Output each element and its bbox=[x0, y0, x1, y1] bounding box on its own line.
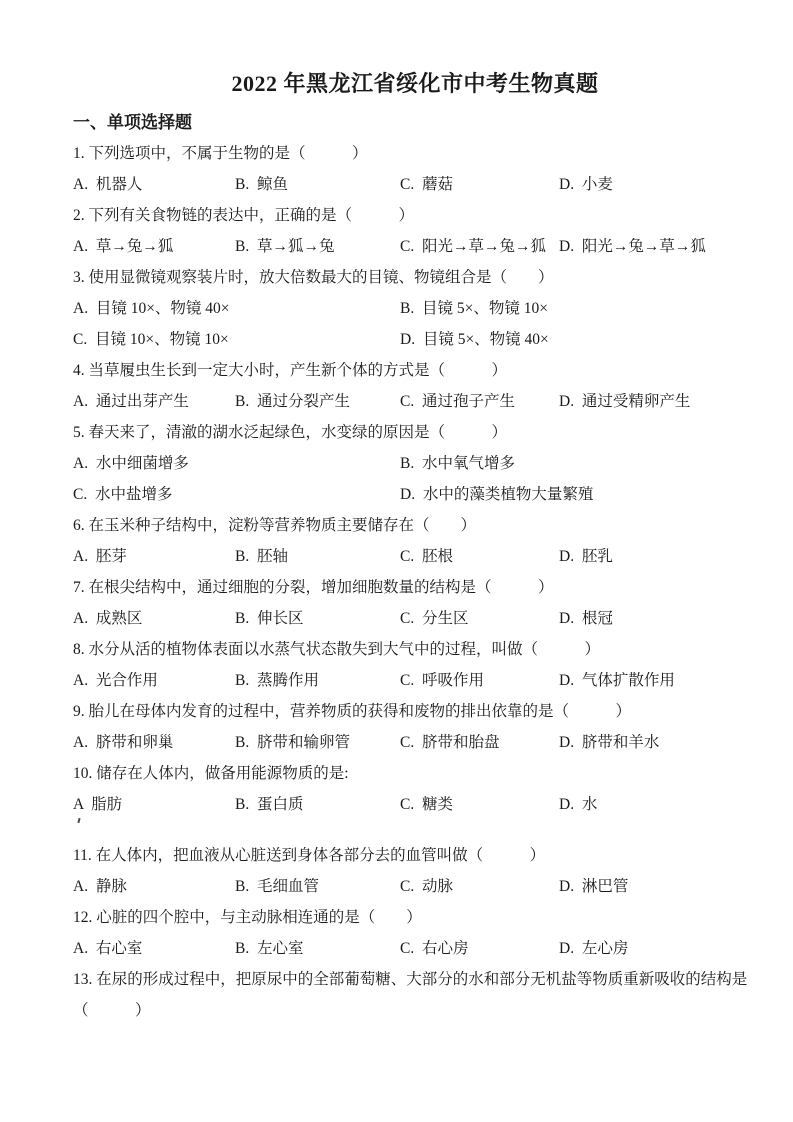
option-d: D. 小麦 bbox=[559, 176, 613, 193]
section-heading: 一、单项选择题 bbox=[73, 113, 192, 132]
question-text: 7. 在根尖结构中，通过细胞的分裂，增加细胞数量的结构是（ ） bbox=[73, 579, 554, 596]
question-text: 8. 水分从活的植物体表面以水蒸气状态散失到大气中的过程，叫做（ ） bbox=[73, 641, 601, 658]
options-row bbox=[73, 485, 757, 505]
options-row bbox=[73, 795, 757, 815]
option-a: A. 光合作用 bbox=[73, 672, 158, 689]
option-c: C. 分生区 bbox=[400, 610, 469, 627]
option-a: A. 目镜 10×、物镜 40× bbox=[73, 300, 230, 317]
option-a: A. 胚芽 bbox=[73, 548, 127, 565]
option-c: C. 目镜 10×、物镜 10× bbox=[73, 331, 229, 348]
question-5 bbox=[73, 423, 757, 505]
options-row bbox=[73, 454, 757, 474]
option-b: B. 左心室 bbox=[235, 940, 304, 957]
option-b: B. 鲸鱼 bbox=[235, 176, 288, 193]
option-c: C. 动脉 bbox=[400, 878, 453, 895]
question-11 bbox=[73, 846, 757, 897]
options-row bbox=[73, 392, 757, 412]
question-1 bbox=[73, 144, 757, 195]
option-d: D. 水中的藻类植物大量繁殖 bbox=[400, 486, 594, 503]
question-12 bbox=[73, 908, 757, 959]
option-b: B. 胚轴 bbox=[235, 548, 288, 565]
question-9 bbox=[73, 702, 757, 753]
question-8 bbox=[73, 640, 757, 691]
option-a: A. 右心室 bbox=[73, 940, 143, 957]
options-row bbox=[73, 547, 757, 567]
options-row bbox=[73, 939, 757, 959]
option-b: B. 毛细血管 bbox=[235, 878, 319, 895]
option-b: B. 蛋白质 bbox=[235, 796, 304, 813]
question-3 bbox=[73, 268, 757, 350]
option-c: C. 糖类 bbox=[400, 796, 453, 813]
question-7 bbox=[73, 578, 757, 629]
option-a: A. 水中细菌增多 bbox=[73, 455, 189, 472]
option-c: C. 胚根 bbox=[400, 548, 453, 565]
options-row bbox=[73, 733, 757, 753]
options-row bbox=[73, 299, 757, 319]
option-c: C. 脐带和胎盘 bbox=[400, 734, 500, 751]
question-text-continued: （ ） bbox=[73, 1002, 151, 1019]
question-2 bbox=[73, 206, 757, 257]
option-d: D. 目镜 5×、物镜 40× bbox=[400, 331, 549, 348]
option-d: D. 根冠 bbox=[559, 610, 613, 627]
options-row bbox=[73, 877, 757, 897]
question-text: 12. 心脏的四个腔中，与主动脉相连通的是（ ） bbox=[73, 909, 422, 926]
question-text: 6. 在玉米种子结构中，淀粉等营养物质主要储存在（ ） bbox=[73, 517, 477, 534]
option-d: D. 脐带和羊水 bbox=[559, 734, 660, 751]
question-10 bbox=[73, 764, 757, 815]
question-text: 1. 下列选项中，不属于生物的是（ ） bbox=[73, 145, 368, 162]
option-b: B. 草→狐→兔 bbox=[235, 238, 335, 255]
option-c: C. 右心房 bbox=[400, 940, 469, 957]
question-text: 2. 下列有关食物链的表达中，正确的是（ ） bbox=[73, 207, 415, 224]
option-d: D. 气体扩散作用 bbox=[559, 672, 675, 689]
option-d: D. 胚乳 bbox=[559, 548, 613, 565]
option-a: A 脂肪 bbox=[73, 796, 123, 813]
option-b: B. 水中氧气增多 bbox=[400, 455, 515, 472]
option-c: C. 通过孢子产生 bbox=[400, 393, 515, 410]
option-b: B. 脐带和输卵管 bbox=[235, 734, 350, 751]
option-c: C. 阳光→草→兔→狐 bbox=[400, 238, 546, 255]
question-text: 9. 胎儿在母体内发育的过程中，营养物质的获得和废物的排出依靠的是（ ） bbox=[73, 703, 632, 720]
option-c: C. 水中盐增多 bbox=[73, 486, 173, 503]
option-a: A. 通过出芽产生 bbox=[73, 393, 189, 410]
options-row bbox=[73, 671, 757, 691]
option-b: B. 目镜 5×、物镜 10× bbox=[400, 300, 548, 317]
option-d: D. 淋巴管 bbox=[559, 878, 629, 895]
question-text: 13. 在尿的形成过程中，把原尿中的全部葡萄糖、大部分的水和部分无机盐等物质重新吸收的结构是 bbox=[73, 971, 748, 988]
question-text: 3. 使用显微镜观察装片时，放大倍数最大的目镜、物镜组合是（ ） bbox=[73, 269, 554, 286]
options-row bbox=[73, 609, 757, 629]
option-a: A. 草→兔→狐 bbox=[73, 238, 174, 255]
document-title: 2022 年黑龙江省绥化市中考生物真题 bbox=[231, 71, 599, 96]
option-d: D. 阳光→兔→草→狐 bbox=[559, 238, 706, 255]
question-text: 11. 在人体内，把血液从心脏送到身体各部分去的血管叫做（ ） bbox=[73, 847, 546, 864]
option-c: C. 蘑菇 bbox=[400, 176, 453, 193]
options-row bbox=[73, 237, 757, 257]
option-a: A. 静脉 bbox=[73, 878, 127, 895]
option-a: A. 机器人 bbox=[73, 176, 143, 193]
question-text: 4. 当草履虫生长到一定大小时，产生新个体的方式是（ ） bbox=[73, 362, 508, 379]
question-6 bbox=[73, 516, 757, 567]
option-d: D. 左心房 bbox=[559, 940, 629, 957]
option-d: D. 水 bbox=[559, 796, 598, 813]
option-d: D. 通过受精卵产生 bbox=[559, 393, 691, 410]
option-b: B. 蒸腾作用 bbox=[235, 672, 319, 689]
option-b: B. 伸长区 bbox=[235, 610, 304, 627]
option-b: B. 通过分裂产生 bbox=[235, 393, 350, 410]
option-c: C. 呼吸作用 bbox=[400, 672, 484, 689]
option-a: A. 脐带和卵巢 bbox=[73, 734, 174, 751]
question-text: 5. 春天来了，清澈的湖水泛起绿色，水变绿的原因是（ ） bbox=[73, 424, 508, 441]
question-4 bbox=[73, 361, 757, 412]
question-13 bbox=[73, 970, 757, 1021]
options-row bbox=[73, 175, 757, 195]
option-a: A. 成熟区 bbox=[73, 610, 143, 627]
question-text: 10. 储存在人体内，做备用能源物质的是: bbox=[73, 765, 349, 782]
options-row bbox=[73, 330, 757, 350]
